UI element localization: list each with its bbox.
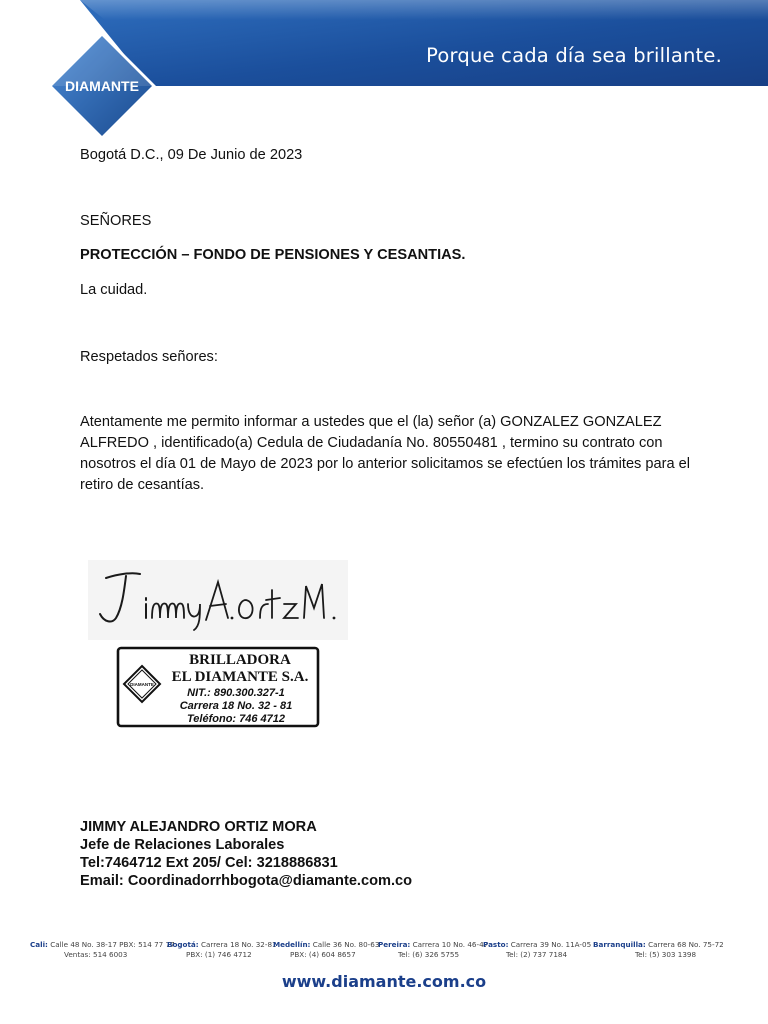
company-stamp [116,646,320,728]
sender-name: JIMMY ALEJANDRO ORTIZ MORA [80,819,317,835]
letter-date: Bogotá D.C., 09 De Junio de 2023 [80,147,303,163]
footer-website[interactable]: www.diamante.com.co [281,972,487,991]
sender-phone: Tel:7464712 Ext 205/ Cel: 3218886831 [80,855,338,871]
stamp-logo-icon [124,666,160,702]
sender-block [80,818,412,890]
header-tagline: Porque cada día sea brillante. [426,44,722,67]
greeting: Respetados señores: [80,349,218,365]
office-bogota: Bogotá: Carrera 18 No. 32-81 PBX: (1) 746 4712 [167,940,277,959]
office-barranquilla: Barranquilla: Carrera 68 No. 75-72 Tel: (5) 303 1398 [593,940,724,959]
stamp-line-3: NIT.: 890.300.327-1 [187,687,285,699]
recipient-city: La cuidad. [80,282,148,298]
salutation-title: SEÑORES [80,213,152,229]
office-pasto: Pasto: Carrera 39 No. 11A-05 Tel: (2) 737 7184 [483,940,592,959]
stamp-line-1: BRILLADORA [189,652,291,668]
letterhead-header [0,0,768,140]
sender-email: Email: Coordinadorrhbogota@diamante.com.co [80,873,413,889]
stamp-line-4: Carrera 18 No. 32 - 81 [179,700,293,712]
stamp-line-5: Teléfono: 746 4712 [186,713,286,725]
diamante-logo [46,30,158,142]
logo-brand-text: DIAMANTE [65,78,139,94]
recipient-name: PROTECCIÓN – FONDO DE PENSIONES Y CESANTIAS. [80,247,466,263]
office-medellin: Medellín: Calle 36 No. 80-63 PBX: (4) 604 8657 [273,940,380,959]
letter-body: Atentamente me permito informar a ustedes que el (la) señor (a) GONZALEZ GONZALEZ ALFREDO , identificado(a) Cedula de Ciudadanía No. 80550481 , termino su contrato con nosotros el día 01 de Mayo de 2023 por lo anterior solicitamos se efectúen los trámites para el retiro de cesantías. [80,414,691,493]
footer-offices [20,940,748,964]
svg-text:DIAMANTE: DIAMANTE [130,682,154,687]
stamp-line-2: EL DIAMANTE S.A. [171,669,309,685]
sender-title: Jefe de Relaciones Laborales [80,837,285,853]
office-cali: Cali: Calle 48 No. 38-17 PBX: 514 77 77 Ventas: 514 6003 [30,940,175,959]
office-pereira: Pereira: Carrera 10 No. 46-47 Tel: (6) 326 5755 [378,940,489,959]
handwritten-signature [88,560,348,640]
